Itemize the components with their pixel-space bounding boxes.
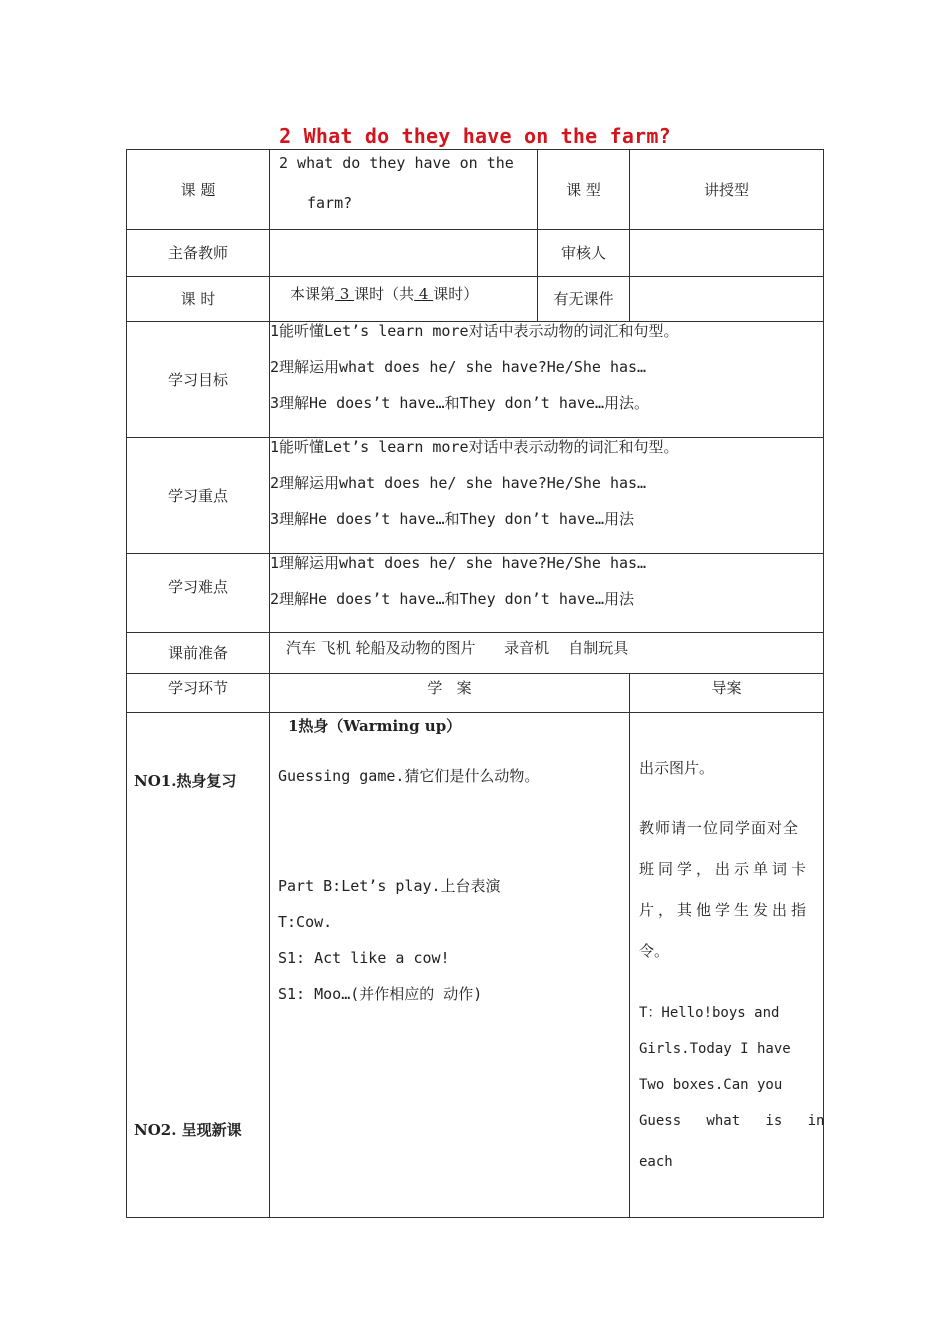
stage-new-lesson: NO2. 呈现新课 [134, 1121, 242, 1139]
goal-item: 1能听懂Let’s learn more对话中表示动物的词汇和句型。 [270, 322, 679, 340]
study-line: S1: Moo…(并作相应的 动作) [278, 985, 483, 1003]
row-prep [127, 633, 824, 674]
period-total: 4 [414, 285, 434, 303]
teacher-value[interactable] [270, 230, 538, 277]
difficulty-item: 2理解He does’t have…和They don’t have…用法 [270, 590, 634, 608]
guide-line: 片，其他学生发出指 [639, 901, 811, 919]
row-content [127, 713, 824, 1218]
guide-line: 班同学，出示单词卡 [639, 860, 811, 878]
period-number: 3 [335, 285, 355, 303]
guide-line: each [639, 1154, 673, 1170]
period-value [270, 277, 538, 322]
topic-line-2: farm? [307, 194, 353, 212]
keypoints-label: 学习重点 [127, 438, 270, 554]
goals-label: 学习目标 [127, 322, 270, 438]
courseware-label: 有无课件 [538, 277, 630, 322]
study-line: Part B:Let’s play.上台表演 [278, 877, 501, 895]
difficulties-list [270, 554, 824, 633]
study-line: T:Cow. [278, 913, 333, 931]
guide-line: Two boxes.Can you [639, 1077, 783, 1093]
type-label: 课 型 [538, 150, 630, 230]
topic-line-1: 2 what do they have on the [279, 154, 514, 172]
study-column [270, 713, 630, 1218]
difficulty-item: 1理解运用what does he/ she have?He/She has… [270, 554, 647, 572]
header-stage: 学习环节 [127, 674, 270, 713]
page-title: 2 What do they have on the farm? [279, 124, 671, 148]
stage-column [127, 713, 270, 1218]
row-difficulties [127, 554, 824, 633]
guide-column [630, 713, 824, 1218]
prep-value: 汽车 飞机 轮船及动物的图片 录音机 自制玩具 [270, 633, 824, 674]
row-goals [127, 322, 824, 438]
guide-line: Girls.Today I have [639, 1041, 791, 1057]
lesson-plan-table [126, 149, 824, 1218]
study-line: S1: Act like a cow! [278, 949, 450, 967]
row-topic [127, 150, 824, 230]
study-heading: 1热身（Warming up） [288, 717, 462, 735]
keypoint-item: 2理解运用what does he/ she have?He/She has… [270, 474, 647, 492]
row-keypoints [127, 438, 824, 554]
guide-line: T：Hello!boys and [639, 1005, 780, 1021]
keypoints-list [270, 438, 824, 554]
goal-item: 3理解He does’t have…和They don’t have…用法。 [270, 394, 649, 412]
goal-item: 2理解运用what does he/ she have?He/She has… [270, 358, 647, 376]
study-line: Guessing game.猜它们是什么动物。 [278, 767, 540, 785]
guide-line: 教师请一位同学面对全 [639, 819, 800, 837]
keypoint-item: 1能听懂Let’s learn more对话中表示动物的词汇和句型。 [270, 438, 679, 456]
topic-label: 课 题 [127, 150, 270, 230]
stage-warmup: NO1.热身复习 [134, 772, 237, 790]
reviewer-label: 审核人 [538, 230, 630, 277]
row-period [127, 277, 824, 322]
period-label: 课 时 [127, 277, 270, 322]
type-value: 讲授型 [630, 150, 824, 230]
teacher-label: 主备教师 [127, 230, 270, 277]
row-section-header [127, 674, 824, 713]
reviewer-value[interactable] [630, 230, 824, 277]
goals-list [270, 322, 824, 438]
period-prefix: 本课第 [290, 285, 336, 303]
guide-line: Guess what is in [639, 1113, 825, 1129]
difficulties-label: 学习难点 [127, 554, 270, 633]
row-teacher [127, 230, 824, 277]
period-middle: 课时（共 [354, 285, 415, 303]
header-guide: 导案 [630, 674, 824, 713]
topic-value [270, 150, 538, 230]
header-study: 学 案 [270, 674, 630, 713]
keypoint-item: 3理解He does’t have…和They don’t have…用法 [270, 510, 634, 528]
prep-label: 课前准备 [127, 633, 270, 674]
courseware-value[interactable] [630, 277, 824, 322]
guide-line: 令。 [639, 942, 670, 960]
guide-line: 出示图片。 [639, 759, 715, 777]
period-suffix: 课时） [433, 285, 479, 303]
